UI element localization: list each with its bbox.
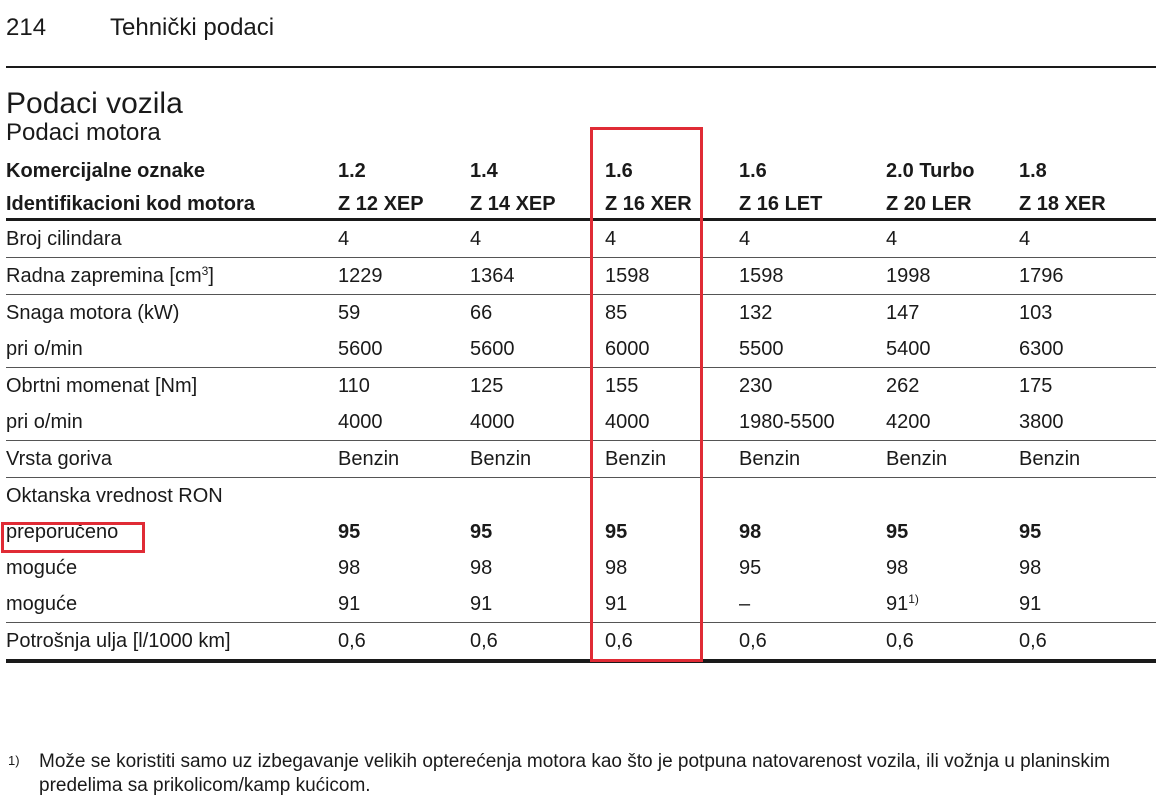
table-cell: 6000 xyxy=(605,338,650,360)
table-row-label: Obrtni momenat [Nm] xyxy=(6,375,198,397)
table-head-row-commercial xyxy=(6,153,1156,189)
table-row-power-rpm xyxy=(6,331,1156,367)
table-head-cell: Z 16 LET xyxy=(739,193,823,215)
table-cell: 262 xyxy=(886,375,920,397)
section-title: Tehnički podaci xyxy=(110,14,275,41)
table-cell: 85 xyxy=(605,302,628,324)
table-cell: 4000 xyxy=(338,411,383,433)
unit-exponent: 3 xyxy=(201,264,209,278)
table-cell: 1796 xyxy=(1019,265,1064,287)
table-cell: 1598 xyxy=(739,265,784,287)
table-head-cell: Z 12 XEP xyxy=(338,193,424,215)
table-row-oil xyxy=(6,623,1156,659)
table-cell: 5500 xyxy=(739,338,784,360)
table-head-cell: 1.4 xyxy=(470,160,498,182)
table-cell: 175 xyxy=(1019,375,1053,397)
table-cell: 4 xyxy=(470,228,482,250)
table-row-fuel xyxy=(6,441,1156,477)
footnote-text: Može se koristiti samo uz izbegavanje velikih opterećenja motora kao što je potpuna natovarenost vozila, ili vožnja u planinskim predelima sa prikolicom/kamp kućicom. xyxy=(39,751,1110,796)
table-cell: 95 xyxy=(1019,521,1042,543)
page-title: Podaci vozila xyxy=(6,87,183,120)
table-row-torque xyxy=(6,368,1156,404)
table-cell: Benzin xyxy=(605,448,667,470)
table-head-cell: 1.8 xyxy=(1019,160,1047,182)
table-cell: 147 xyxy=(886,302,920,324)
table-cell: 0,6 xyxy=(739,630,767,652)
engine-data-table xyxy=(6,153,1156,663)
table-cell: 1598 xyxy=(605,265,650,287)
table-head-cell: 1.2 xyxy=(338,160,366,182)
table-head-cell: Komercijalne oznake xyxy=(6,160,205,182)
table-cell: 66 xyxy=(470,302,493,324)
table-cell: 95 xyxy=(605,521,628,543)
table-cell: 4 xyxy=(338,228,350,250)
table-cell: 98 xyxy=(886,557,909,579)
table-row-power xyxy=(6,295,1156,331)
footnote-mark: 1) xyxy=(8,753,20,768)
table-head-cell: 1.6 xyxy=(605,160,633,182)
table-cell: 98 xyxy=(470,557,493,579)
table-cell: Benzin xyxy=(886,448,948,470)
table-row-cylinders xyxy=(6,221,1156,257)
highlight-label-box xyxy=(1,522,145,553)
table-cell: 59 xyxy=(338,302,361,324)
table-row-recommended xyxy=(6,514,1156,550)
table-row-possible-1 xyxy=(6,550,1156,586)
table-cell: 125 xyxy=(470,375,504,397)
table-row-label: Potrošnja ulja [l/1000 km] xyxy=(6,630,231,652)
table-cell: 4000 xyxy=(605,411,650,433)
table-cell: 5400 xyxy=(886,338,931,360)
table-row-label: Broj cilindara xyxy=(6,228,122,250)
table-cell: 1229 xyxy=(338,265,383,287)
table-cell: Benzin xyxy=(1019,448,1081,470)
table-cell: 91 xyxy=(1019,593,1042,615)
table-cell: 0,6 xyxy=(886,630,914,652)
table-cell: 4 xyxy=(1019,228,1031,250)
table-cell xyxy=(886,593,919,615)
table-cell: – xyxy=(739,593,751,615)
table-cell: 103 xyxy=(1019,302,1053,324)
table-cell: 95 xyxy=(886,521,909,543)
table-row-label: preporučeno xyxy=(6,521,119,543)
table-head-cell: 1.6 xyxy=(739,160,767,182)
table-cell: 230 xyxy=(739,375,773,397)
table-head-cell: Z 14 XEP xyxy=(470,193,556,215)
table-head-cell: Z 18 XER xyxy=(1019,193,1106,215)
table-row-label: Snaga motora (kW) xyxy=(6,302,180,324)
table-row-label xyxy=(6,265,214,287)
table-row-label: Vrsta goriva xyxy=(6,448,112,470)
table-cell: 91 xyxy=(605,593,628,615)
table-row-label: Oktanska vrednost RON xyxy=(6,485,223,507)
table-head-cell: Identifikacioni kod motora xyxy=(6,193,255,215)
table-cell: 4 xyxy=(886,228,898,250)
table-cell: 5600 xyxy=(338,338,383,360)
table-cell: Benzin xyxy=(739,448,801,470)
table-cell: 91 xyxy=(338,593,361,615)
table-cell: 3800 xyxy=(1019,411,1064,433)
table-cell: 1980-5500 xyxy=(739,411,835,433)
table-cell: 91 xyxy=(470,593,493,615)
table-cell: 95 xyxy=(338,521,361,543)
table-head-row-engine-code xyxy=(6,189,1156,218)
table-cell: Benzin xyxy=(338,448,400,470)
table-row-possible-2 xyxy=(6,586,1156,622)
table-cell: 110 xyxy=(338,375,370,397)
table-cell: 98 xyxy=(338,557,361,579)
table-row-torque-rpm xyxy=(6,404,1156,440)
table-cell: 4 xyxy=(739,228,751,250)
table-cell: 1998 xyxy=(886,265,931,287)
table-cell: 155 xyxy=(605,375,639,397)
table-head-cell: Z 20 LER xyxy=(886,193,972,215)
table-cell: 4000 xyxy=(470,411,515,433)
table-row-displacement xyxy=(6,258,1156,294)
highlight-column-box xyxy=(590,127,703,662)
table-cell: Benzin xyxy=(470,448,532,470)
displacement-label: Radna zapremina [cm xyxy=(6,265,202,287)
table-cell: 0,6 xyxy=(1019,630,1047,652)
table-row-octane xyxy=(6,478,1156,514)
table-cell: 95 xyxy=(739,557,762,579)
table-cell: 0,6 xyxy=(605,630,633,652)
table-head-cell: Z 16 XER xyxy=(605,193,692,215)
table-cell: 5600 xyxy=(470,338,515,360)
table-row-label: moguće xyxy=(6,593,78,615)
table-cell: 6300 xyxy=(1019,338,1064,360)
table-row-label: moguće xyxy=(6,557,78,579)
table-cell: 1364 xyxy=(470,265,515,287)
table-head-cell: 2.0 Turbo xyxy=(886,160,975,182)
footnote-reference: 1) xyxy=(908,592,919,606)
page-subtitle: Podaci motora xyxy=(6,119,161,146)
table-row-label: pri o/min xyxy=(6,411,83,433)
header-divider xyxy=(6,66,1156,68)
cell-value: 91 xyxy=(886,593,909,615)
table-cell: 132 xyxy=(739,302,773,324)
table-cell: 4200 xyxy=(886,411,931,433)
table-cell: 98 xyxy=(739,521,762,543)
table-cell: 95 xyxy=(470,521,493,543)
table-bottom-rule xyxy=(6,659,1156,663)
table-cell: 0,6 xyxy=(470,630,498,652)
table-cell: 98 xyxy=(1019,557,1042,579)
table-cell: 0,6 xyxy=(338,630,366,652)
page-number: 214 xyxy=(6,14,47,41)
table-row-label: pri o/min xyxy=(6,338,83,360)
table-cell: 98 xyxy=(605,557,628,579)
table-cell: 4 xyxy=(605,228,617,250)
displacement-label-end: ] xyxy=(208,265,214,287)
